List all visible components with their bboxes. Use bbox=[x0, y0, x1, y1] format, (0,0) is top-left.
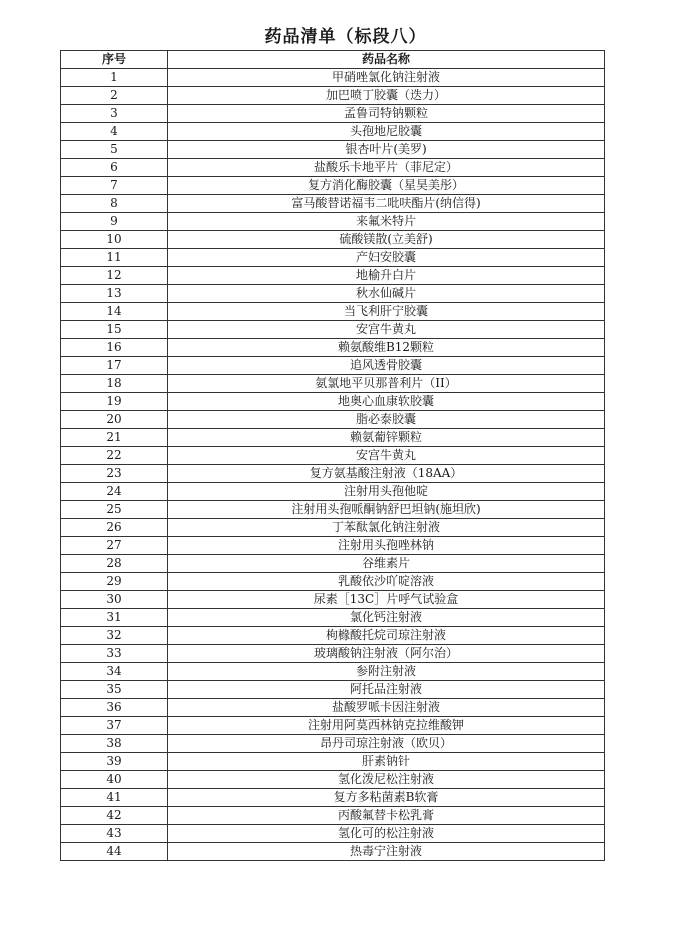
row-serial-number: 1 bbox=[61, 69, 168, 87]
row-drug-name: 安宫牛黄丸 bbox=[168, 321, 605, 339]
row-serial-number: 37 bbox=[61, 717, 168, 735]
table-header-row bbox=[61, 51, 605, 69]
row-drug-name: 加巴喷丁胶囊（迭力） bbox=[168, 87, 605, 105]
table-row bbox=[61, 249, 605, 267]
row-serial-number: 23 bbox=[61, 465, 168, 483]
row-serial-number: 10 bbox=[61, 231, 168, 249]
row-serial-number: 20 bbox=[61, 411, 168, 429]
row-serial-number: 7 bbox=[61, 177, 168, 195]
row-drug-name: 硫酸镁散(立美舒) bbox=[168, 231, 605, 249]
table-row bbox=[61, 843, 605, 861]
row-drug-name: 富马酸替诺福韦二吡呋酯片(纳信得) bbox=[168, 195, 605, 213]
row-serial-number: 8 bbox=[61, 195, 168, 213]
row-serial-number: 22 bbox=[61, 447, 168, 465]
row-drug-name: 热毒宁注射液 bbox=[168, 843, 605, 861]
row-drug-name: 秋水仙碱片 bbox=[168, 285, 605, 303]
table-row bbox=[61, 141, 605, 159]
table-row bbox=[61, 231, 605, 249]
row-drug-name: 来氟米特片 bbox=[168, 213, 605, 231]
table-row bbox=[61, 195, 605, 213]
row-serial-number: 36 bbox=[61, 699, 168, 717]
row-serial-number: 26 bbox=[61, 519, 168, 537]
row-drug-name: 孟鲁司特钠颗粒 bbox=[168, 105, 605, 123]
row-serial-number: 6 bbox=[61, 159, 168, 177]
table-row bbox=[61, 321, 605, 339]
row-serial-number: 42 bbox=[61, 807, 168, 825]
row-drug-name: 丁苯酞氯化钠注射液 bbox=[168, 519, 605, 537]
row-serial-number: 11 bbox=[61, 249, 168, 267]
row-serial-number: 39 bbox=[61, 753, 168, 771]
row-serial-number: 18 bbox=[61, 375, 168, 393]
table-row bbox=[61, 105, 605, 123]
table-row bbox=[61, 519, 605, 537]
table-row bbox=[61, 663, 605, 681]
table-row bbox=[61, 483, 605, 501]
row-drug-name: 玻璃酸钠注射液（阿尔治） bbox=[168, 645, 605, 663]
row-drug-name: 阿托品注射液 bbox=[168, 681, 605, 699]
row-drug-name: 氨氯地平贝那普利片（II） bbox=[168, 375, 605, 393]
table-row bbox=[61, 627, 605, 645]
row-serial-number: 17 bbox=[61, 357, 168, 375]
row-serial-number: 31 bbox=[61, 609, 168, 627]
table-row bbox=[61, 447, 605, 465]
table-row bbox=[61, 213, 605, 231]
row-serial-number: 35 bbox=[61, 681, 168, 699]
row-drug-name: 盐酸罗哌卡因注射液 bbox=[168, 699, 605, 717]
row-serial-number: 24 bbox=[61, 483, 168, 501]
row-drug-name: 复方氨基酸注射液（18AA） bbox=[168, 465, 605, 483]
table-row bbox=[61, 159, 605, 177]
row-serial-number: 29 bbox=[61, 573, 168, 591]
row-serial-number: 12 bbox=[61, 267, 168, 285]
row-drug-name: 脂必泰胶囊 bbox=[168, 411, 605, 429]
table-row bbox=[61, 429, 605, 447]
row-drug-name: 追风透骨胶囊 bbox=[168, 357, 605, 375]
table-row bbox=[61, 717, 605, 735]
table-row bbox=[61, 393, 605, 411]
row-drug-name: 盐酸乐卡地平片（菲尼定） bbox=[168, 159, 605, 177]
table-row bbox=[61, 681, 605, 699]
row-serial-number: 41 bbox=[61, 789, 168, 807]
row-drug-name: 注射用头孢他啶 bbox=[168, 483, 605, 501]
row-serial-number: 5 bbox=[61, 141, 168, 159]
row-drug-name: 参附注射液 bbox=[168, 663, 605, 681]
row-drug-name: 赖氨葡锌颗粒 bbox=[168, 429, 605, 447]
table-row bbox=[61, 285, 605, 303]
table-row bbox=[61, 87, 605, 105]
table-row bbox=[61, 501, 605, 519]
table-row bbox=[61, 807, 605, 825]
row-drug-name: 注射用头孢唑林钠 bbox=[168, 537, 605, 555]
table-row bbox=[61, 177, 605, 195]
row-serial-number: 14 bbox=[61, 303, 168, 321]
row-drug-name: 安宫牛黄丸 bbox=[168, 447, 605, 465]
row-drug-name: 地奥心血康软胶囊 bbox=[168, 393, 605, 411]
header-serial-number: 序号 bbox=[61, 51, 168, 69]
row-drug-name: 赖氨酸维B12颗粒 bbox=[168, 339, 605, 357]
table-row bbox=[61, 771, 605, 789]
row-serial-number: 19 bbox=[61, 393, 168, 411]
table-row bbox=[61, 645, 605, 663]
row-drug-name: 昂丹司琼注射液（欧贝） bbox=[168, 735, 605, 753]
row-serial-number: 13 bbox=[61, 285, 168, 303]
row-serial-number: 43 bbox=[61, 825, 168, 843]
table-row bbox=[61, 591, 605, 609]
table-row bbox=[61, 699, 605, 717]
table-row bbox=[61, 537, 605, 555]
table-row bbox=[61, 789, 605, 807]
row-drug-name: 氢化可的松注射液 bbox=[168, 825, 605, 843]
table-row bbox=[61, 339, 605, 357]
table-row bbox=[61, 123, 605, 141]
row-serial-number: 33 bbox=[61, 645, 168, 663]
row-drug-name: 甲硝唑氯化钠注射液 bbox=[168, 69, 605, 87]
row-drug-name: 乳酸依沙吖啶溶液 bbox=[168, 573, 605, 591]
table-row bbox=[61, 465, 605, 483]
row-drug-name: 谷维素片 bbox=[168, 555, 605, 573]
row-drug-name: 丙酸氟替卡松乳膏 bbox=[168, 807, 605, 825]
row-serial-number: 16 bbox=[61, 339, 168, 357]
row-drug-name: 枸橼酸托烷司琼注射液 bbox=[168, 627, 605, 645]
row-drug-name: 银杏叶片(美罗) bbox=[168, 141, 605, 159]
table-body bbox=[61, 69, 605, 861]
row-drug-name: 氯化钙注射液 bbox=[168, 609, 605, 627]
row-drug-name: 复方消化酶胶囊（星昊美彤） bbox=[168, 177, 605, 195]
table-row bbox=[61, 735, 605, 753]
row-drug-name: 头孢地尼胶囊 bbox=[168, 123, 605, 141]
table-row bbox=[61, 69, 605, 87]
row-serial-number: 34 bbox=[61, 663, 168, 681]
row-serial-number: 4 bbox=[61, 123, 168, 141]
row-drug-name: 注射用阿莫西林钠克拉维酸钾 bbox=[168, 717, 605, 735]
row-serial-number: 21 bbox=[61, 429, 168, 447]
row-drug-name: 肝素钠针 bbox=[168, 753, 605, 771]
row-serial-number: 9 bbox=[61, 213, 168, 231]
row-drug-name: 产妇安胶囊 bbox=[168, 249, 605, 267]
row-drug-name: 复方多粘菌素B软膏 bbox=[168, 789, 605, 807]
row-drug-name: 当飞利肝宁胶囊 bbox=[168, 303, 605, 321]
table-row bbox=[61, 753, 605, 771]
row-drug-name: 地榆升白片 bbox=[168, 267, 605, 285]
row-serial-number: 2 bbox=[61, 87, 168, 105]
row-serial-number: 28 bbox=[61, 555, 168, 573]
table-row bbox=[61, 825, 605, 843]
table-row bbox=[61, 267, 605, 285]
row-serial-number: 30 bbox=[61, 591, 168, 609]
row-serial-number: 32 bbox=[61, 627, 168, 645]
table-row bbox=[61, 375, 605, 393]
table-row bbox=[61, 609, 605, 627]
row-serial-number: 27 bbox=[61, 537, 168, 555]
row-drug-name: 尿素［13C］片呼气试验盒 bbox=[168, 591, 605, 609]
table-row bbox=[61, 573, 605, 591]
table-row bbox=[61, 303, 605, 321]
table-row bbox=[61, 411, 605, 429]
table-row bbox=[61, 555, 605, 573]
document-title: 药品清单（标段八） bbox=[264, 27, 427, 47]
row-drug-name: 注射用头孢哌酮钠舒巴坦钠(施坦欣) bbox=[168, 501, 605, 519]
header-drug-name: 药品名称 bbox=[168, 51, 605, 69]
row-serial-number: 15 bbox=[61, 321, 168, 339]
row-serial-number: 25 bbox=[61, 501, 168, 519]
drug-list-table bbox=[60, 50, 605, 861]
row-serial-number: 44 bbox=[61, 843, 168, 861]
row-drug-name: 氢化泼尼松注射液 bbox=[168, 771, 605, 789]
row-serial-number: 38 bbox=[61, 735, 168, 753]
table-row bbox=[61, 357, 605, 375]
row-serial-number: 3 bbox=[61, 105, 168, 123]
row-serial-number: 40 bbox=[61, 771, 168, 789]
